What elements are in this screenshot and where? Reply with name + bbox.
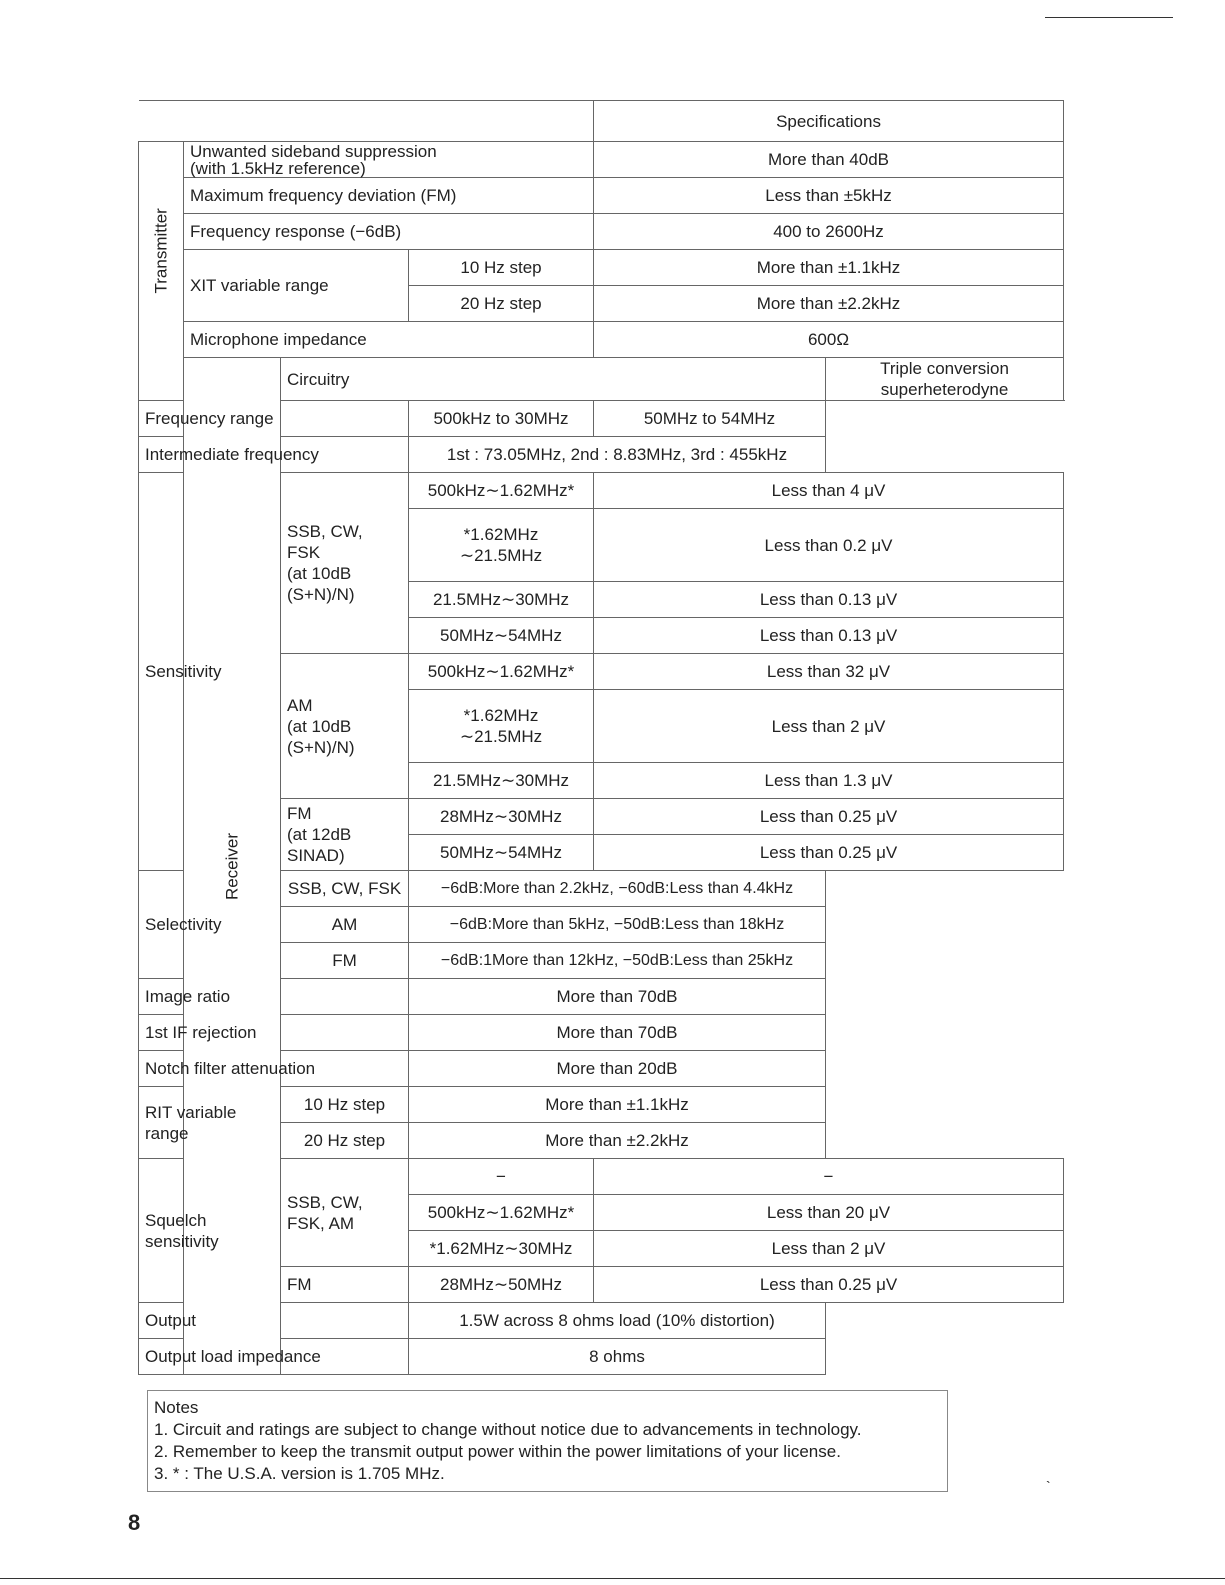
transmitter-group-label: Transmitter bbox=[139, 142, 184, 401]
sens-value: Less than 0.25 μV bbox=[594, 835, 1064, 871]
specifications-header: Specifications bbox=[594, 101, 1064, 142]
freq-range-value-1: 500kHz to 30MHz bbox=[409, 401, 594, 437]
spec-row bbox=[139, 142, 1064, 178]
freq-response-value: 400 to 2600Hz bbox=[594, 214, 1064, 250]
selectivity-mode: FM bbox=[281, 943, 409, 979]
squelch-range: − bbox=[409, 1159, 594, 1195]
rit-value-20: More than ±2.2kHz bbox=[409, 1123, 826, 1159]
selectivity-value: −6dB:1More than 12kHz, −50dB:Less than 25kHz bbox=[409, 943, 826, 979]
sens-range: 50MHz∼54MHz bbox=[409, 835, 594, 871]
xit-label: XIT variable range bbox=[184, 250, 409, 322]
freq-range-label: Frequency range bbox=[139, 401, 409, 437]
rit-value-10: More than ±1.1kHz bbox=[409, 1087, 826, 1123]
sens-range: 500kHz∼1.62MHz* bbox=[409, 473, 594, 509]
note-item: 3. * : The U.S.A. version is 1.705 MHz. bbox=[154, 1464, 445, 1483]
receiver-group-label: Receiver bbox=[184, 358, 281, 1375]
sens-value: Less than 0.2 μV bbox=[594, 509, 1064, 582]
selectivity-value: −6dB:More than 2.2kHz, −60dB:Less than 4.4kHz bbox=[409, 871, 826, 907]
spec-row bbox=[139, 178, 1064, 214]
page-number: 8 bbox=[128, 1510, 141, 1535]
xit-value-10: More than ±1.1kHz bbox=[594, 250, 1064, 286]
squelch-value: − bbox=[594, 1159, 1064, 1195]
squelch-fm-mode: FM bbox=[281, 1267, 409, 1303]
squelch-value: Less than 20 μV bbox=[594, 1195, 1064, 1231]
circuitry-label: Circuitry bbox=[281, 358, 826, 401]
top-rule bbox=[1045, 17, 1173, 18]
if-rejection-label: 1st IF rejection bbox=[139, 1015, 409, 1051]
sens-value: Less than 32 μV bbox=[594, 654, 1064, 690]
xit-step-10: 10 Hz step bbox=[409, 250, 594, 286]
sens-range: 28MHz∼30MHz bbox=[409, 799, 594, 835]
sens-ssb-mode: SSB, CW, FSK (at 10dB (S+N)/N) bbox=[281, 473, 409, 654]
squelch-range: 500kHz∼1.62MHz* bbox=[409, 1195, 594, 1231]
rit-label: RIT variable range bbox=[139, 1087, 281, 1159]
squelch-range: *1.62MHz∼30MHz bbox=[409, 1231, 594, 1267]
rit-step-10: 10 Hz step bbox=[281, 1087, 409, 1123]
selectivity-mode: SSB, CW, FSK bbox=[281, 871, 409, 907]
if-label: Intermediate frequency bbox=[139, 437, 409, 473]
image-ratio-value: More than 70dB bbox=[409, 979, 826, 1015]
sens-value: Less than 4 μV bbox=[594, 473, 1064, 509]
if-rejection-value: More than 70dB bbox=[409, 1015, 826, 1051]
squelch-value: Less than 2 μV bbox=[594, 1231, 1064, 1267]
xit-step-20: 20 Hz step bbox=[409, 286, 594, 322]
if-value: 1st : 73.05MHz, 2nd : 8.83MHz, 3rd : 455kHz bbox=[409, 437, 826, 473]
circuitry-value: Triple conversion superheterodyne bbox=[826, 358, 1064, 401]
sens-value: Less than 1.3 μV bbox=[594, 763, 1064, 799]
rit-step-20: 20 Hz step bbox=[281, 1123, 409, 1159]
sens-range: 50MHz∼54MHz bbox=[409, 618, 594, 654]
sens-range: 21.5MHz∼30MHz bbox=[409, 582, 594, 618]
unwanted-sideband-value: More than 40dB bbox=[594, 142, 1064, 178]
max-deviation-value: Less than ±5kHz bbox=[594, 178, 1064, 214]
sens-range: *1.62MHz ∼21.5MHz bbox=[409, 509, 594, 582]
unwanted-sideband-label: Unwanted sideband suppression (with 1.5kHz reference) bbox=[184, 142, 594, 178]
notes-box bbox=[147, 1390, 948, 1492]
spec-row bbox=[139, 250, 1064, 286]
squelch-range: 28MHz∼50MHz bbox=[409, 1267, 594, 1303]
stray-mark: ` bbox=[1046, 1478, 1051, 1494]
freq-response-label: Frequency response (−6dB) bbox=[184, 214, 594, 250]
output-value: 1.5W across 8 ohms load (10% distortion) bbox=[409, 1303, 826, 1339]
image-ratio-label: Image ratio bbox=[139, 979, 409, 1015]
squelch-ssb-mode: SSB, CW, FSK, AM bbox=[281, 1159, 409, 1267]
mic-impedance-value: 600Ω bbox=[594, 322, 1064, 358]
xit-value-20: More than ±2.2kHz bbox=[594, 286, 1064, 322]
sens-value: Less than 2 μV bbox=[594, 690, 1064, 763]
sensitivity-label: Sensitivity bbox=[139, 473, 184, 871]
sens-value: Less than 0.25 μV bbox=[594, 799, 1064, 835]
freq-range-value-2: 50MHz to 54MHz bbox=[594, 401, 826, 437]
sens-range: *1.62MHz ∼21.5MHz bbox=[409, 690, 594, 763]
notch-label: Notch filter attenuation bbox=[139, 1051, 409, 1087]
output-impedance-label: Output load impedance bbox=[139, 1339, 409, 1375]
sens-value: Less than 0.13 μV bbox=[594, 582, 1064, 618]
note-item: 1. Circuit and ratings are subject to change without notice due to advancements in technology. bbox=[154, 1420, 862, 1439]
output-impedance-value: 8 ohms bbox=[409, 1339, 826, 1375]
max-deviation-label: Maximum frequency deviation (FM) bbox=[184, 178, 594, 214]
sens-range: 500kHz∼1.62MHz* bbox=[409, 654, 594, 690]
spec-table bbox=[138, 100, 1064, 1375]
spec-row bbox=[139, 214, 1064, 250]
header-row bbox=[139, 101, 1064, 142]
spec-row bbox=[139, 358, 1064, 401]
squelch-label: Squelch sensitivity bbox=[139, 1159, 184, 1303]
squelch-value: Less than 0.25 μV bbox=[594, 1267, 1064, 1303]
sens-value: Less than 0.13 μV bbox=[594, 618, 1064, 654]
sens-fm-mode: FM (at 12dB SINAD) bbox=[281, 799, 409, 871]
selectivity-mode: AM bbox=[281, 907, 409, 943]
notes-title: Notes bbox=[154, 1398, 199, 1417]
selectivity-label: Selectivity bbox=[139, 871, 281, 979]
spec-row bbox=[139, 322, 1064, 358]
output-label: Output bbox=[139, 1303, 409, 1339]
bottom-rule bbox=[0, 1578, 1225, 1579]
sens-range: 21.5MHz∼30MHz bbox=[409, 763, 594, 799]
note-item: 2. Remember to keep the transmit output power within the power limitations of your license. bbox=[154, 1442, 841, 1461]
mic-impedance-label: Microphone impedance bbox=[184, 322, 594, 358]
selectivity-value: −6dB:More than 5kHz, −50dB:Less than 18kHz bbox=[409, 907, 826, 943]
sens-am-mode: AM (at 10dB (S+N)/N) bbox=[281, 654, 409, 799]
spec-table-container bbox=[138, 100, 1063, 1375]
notch-value: More than 20dB bbox=[409, 1051, 826, 1087]
